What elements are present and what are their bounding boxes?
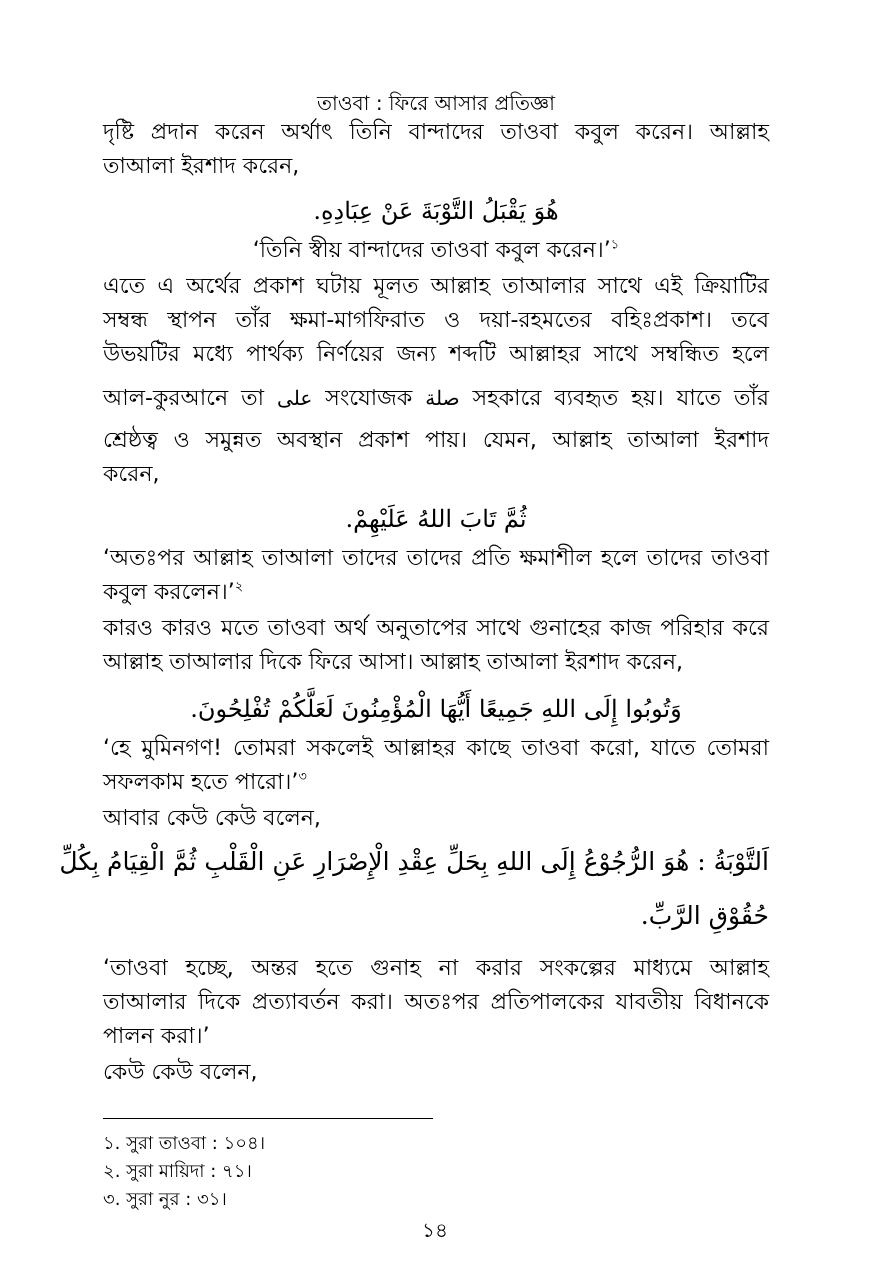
footnote-ref-3: ৩ (298, 769, 307, 785)
paragraph-2-line-4-a: আল-কুরআনে তা (103, 386, 265, 411)
paragraph-3-line-1: কারও কারও মতে তাওবা অর্থ অনুতাপের সাথে গুনাহের কাজ পরিহার করে (103, 616, 769, 641)
arabic-definition-line-1: اَلتَّوْبَةُ : هُوَ الرُّجُوْعُ إِلَى اللهِ بِحَلِّ عِقْدِ الْإِصْرَارِ عَنِ الْقَلْبِ ثُمَّ الْقِيَامُ بِكُلِّ (59, 847, 769, 876)
translation-3-line-2 (103, 768, 769, 798)
translation-4-line-2: তাআলার দিকে প্রত্যাবর্তন করা। অতঃপর প্রতিপালকের যাবতীয় বিধানকে (103, 990, 769, 1015)
translation-2-line-2-text: কবুল করলেন।’ (103, 580, 235, 605)
arabic-verse-1: هُوَ يَقْبَلُ التَّوْبَةَ عَنْ عِبَادِهِ. (313, 197, 559, 225)
footnote-2: ২. সুরা মায়িদা : ৭১। (103, 1161, 252, 1182)
translation-3-line-2-text: সফলকাম হতে পারো।’ (103, 770, 299, 795)
arabic-verse-3: وَتُوبُوا إِلَى اللهِ جَمِيعًا أَيُّهَا الْمُؤْمِنُونَ لَعَلَّكُمْ تُفْلِحُونَ. (190, 695, 682, 723)
paragraph-2-line-2: সম্বন্ধ স্থাপন তাঁর ক্ষমা-মাগফিরাত ও দয়া-রহমতের বহিঃপ্রকাশ। তবে (103, 308, 769, 333)
arabic-definition-line-2: حُقُوْقِ الرَّبِّ. (640, 901, 769, 930)
paragraph-4: আবার কেউ কেউ বলেন, (103, 806, 321, 831)
footnote-ref-1: ১ (610, 237, 620, 253)
running-header: তাওবা : ফিরে আসার প্রতিজ্ঞা (317, 91, 555, 115)
footnote-3: ৩. সুরা নুর : ৩১। (103, 1189, 227, 1210)
paragraph-2-line-4-b: সংযোজক (325, 386, 413, 411)
footnote-1: ১. সুরা তাওবা : ১০৪। (103, 1133, 266, 1154)
paragraph-2-line-3: উভয়টির মধ্যে পার্থক্য নির্ণয়ের জন্য শব্দটি আল্লাহর সাথে সম্বন্ধিত হলে (103, 342, 769, 367)
footnote-separator (103, 1118, 433, 1119)
translation-1 (103, 236, 769, 266)
paragraph-2-line-6: করেন, (103, 462, 160, 487)
translation-1-text: ‘তিনি স্বীয় বান্দাদের তাওবা কবুল করেন।’ (252, 238, 611, 263)
arabic-verse-2: ثُمَّ تَابَ اللهُ عَلَيْهِمْ. (345, 505, 527, 533)
translation-2-line-1: ‘অতঃপর আল্লাহ তাআলা তাদের তাদের প্রতি ক্ষমাশীল হলে তাদের তাওবা (103, 546, 769, 571)
translation-4-line-1: ‘তাওবা হচ্ছে, অন্তর হতে গুনাহ না করার সংকল্পের মাধ্যমে আল্লাহ (103, 956, 769, 981)
translation-3-line-1: ‘হে মুমিনগণ! তোমরা সকলেই আল্লাহর কাছে তাওবা করো, যাতে তোমরা (103, 736, 769, 761)
page-number: ১৪ (422, 1218, 448, 1242)
translation-2-line-2 (103, 578, 769, 608)
arabic-word-ala: على (277, 386, 313, 410)
paragraph-1-line-2: তাআলা ইরশাদ করেন, (103, 154, 300, 179)
arabic-word-silah: صلة (425, 386, 460, 410)
translation-4-line-3: পালন করা।’ (103, 1024, 210, 1049)
paragraph-5: কেউ কেউ বলেন, (103, 1060, 258, 1085)
paragraph-1-line-1: দৃষ্টি প্রদান করেন অর্থাৎ তিনি বান্দাদের তাওবা কবুল করেন। আল্লাহ (103, 120, 769, 145)
paragraph-2-line-4-c: সহকারে ব্যবহৃত হয়। যাতে তাঁর (472, 386, 770, 411)
paragraph-2-line-4 (103, 383, 769, 414)
footnote-ref-2: ২ (234, 579, 244, 595)
paragraph-2-line-5: শ্রেষ্ঠত্ব ও সমুন্নত অবস্থান প্রকাশ পায়। যেমন, আল্লাহ তাআলা ইরশাদ (103, 428, 769, 453)
paragraph-3-line-2: আল্লাহ তাআলার দিকে ফিরে আসা। আল্লাহ তাআলা ইরশাদ করেন, (103, 650, 683, 675)
paragraph-2-line-1: এতে এ অর্থের প্রকাশ ঘটায় মূলত আল্লাহ তাআলার সাথে এই ক্রিয়াটির (103, 274, 769, 299)
